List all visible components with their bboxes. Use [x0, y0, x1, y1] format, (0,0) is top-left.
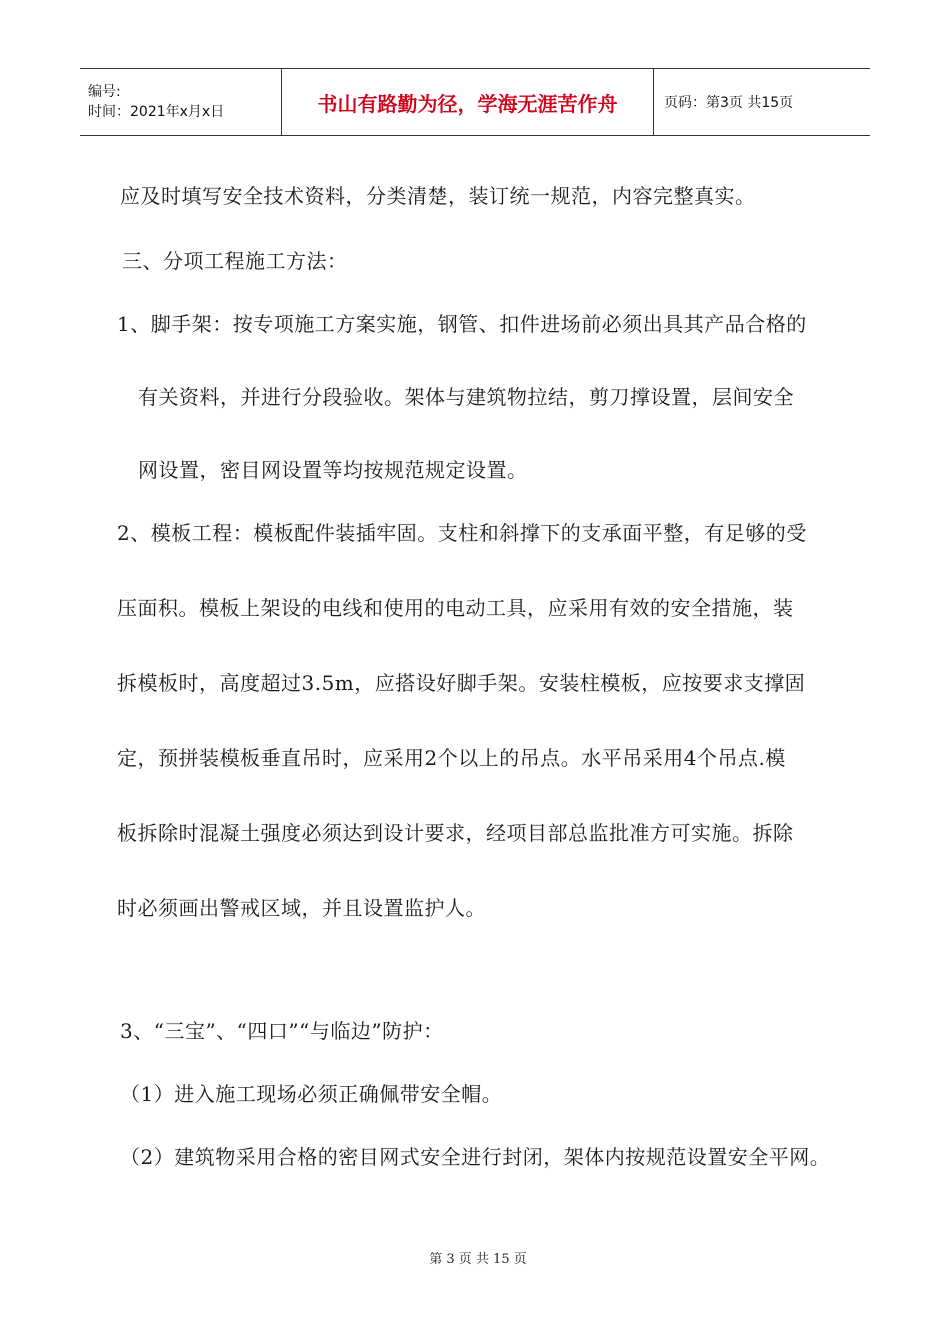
body-line: 时必须画出警戒区域，并且设置监护人。 — [117, 896, 486, 920]
body-line: 板拆除时混凝土强度必须达到设计要求，经项目部总监批准方可实施。拆除 — [117, 821, 794, 845]
motto-text: 书山有路勤为径，学海无涯苦作舟 — [317, 91, 618, 116]
header-meta — [80, 69, 282, 135]
header-page-info — [654, 69, 870, 135]
body-line: 2、模板工程：模板配件装插牢固。支柱和斜撑下的支承面平整，有足够的受 — [117, 521, 807, 545]
body-line: 网设置，密目网设置等均按规范规定设置。 — [138, 458, 528, 482]
page-info-text: 页码：第3页 共15页 — [664, 95, 794, 111]
body-line: 1、脚手架：按专项施工方案实施，钢管、扣件进场前必须出具其产品合格的 — [117, 312, 807, 336]
body-line: （1）进入施工现场必须正确佩带安全帽。 — [120, 1082, 503, 1106]
page-footer — [0, 1248, 950, 1267]
footer-page-number: 第 3 页 共 15 页 — [429, 1252, 527, 1267]
body-line: 拆模板时，高度超过3.5m，应搭设好脚手架。安装柱模板，应按要求支撑固 — [117, 671, 806, 695]
body-line: （2）建筑物采用合格的密目网式安全进行封闭，架体内按规范设置安全平网。 — [120, 1145, 831, 1169]
doc-number-label: 编号: — [88, 84, 121, 100]
body-line: 3、“三宝”、“四口”“与临边”防护： — [120, 1019, 444, 1043]
body-line: 压面积。模板上架设的电线和使用的电动工具，应采用有效的安全措施，装 — [117, 596, 794, 620]
section-heading: 三、分项工程施工方法： — [122, 249, 348, 273]
body-line: 应及时填写安全技术资料，分类清楚，装订统一规范，内容完整真实。 — [120, 184, 756, 208]
header-motto — [282, 69, 654, 135]
body-line: 定，预拼装模板垂直吊时，应采用2个以上的吊点。水平吊采用4个吊点.模 — [117, 746, 786, 770]
document-header — [80, 68, 870, 136]
doc-date-label: 时间：2021年x月x日 — [88, 104, 225, 120]
body-line: 有关资料，并进行分段验收。架体与建筑物拉结，剪刀撑设置，层间安全 — [138, 385, 794, 409]
